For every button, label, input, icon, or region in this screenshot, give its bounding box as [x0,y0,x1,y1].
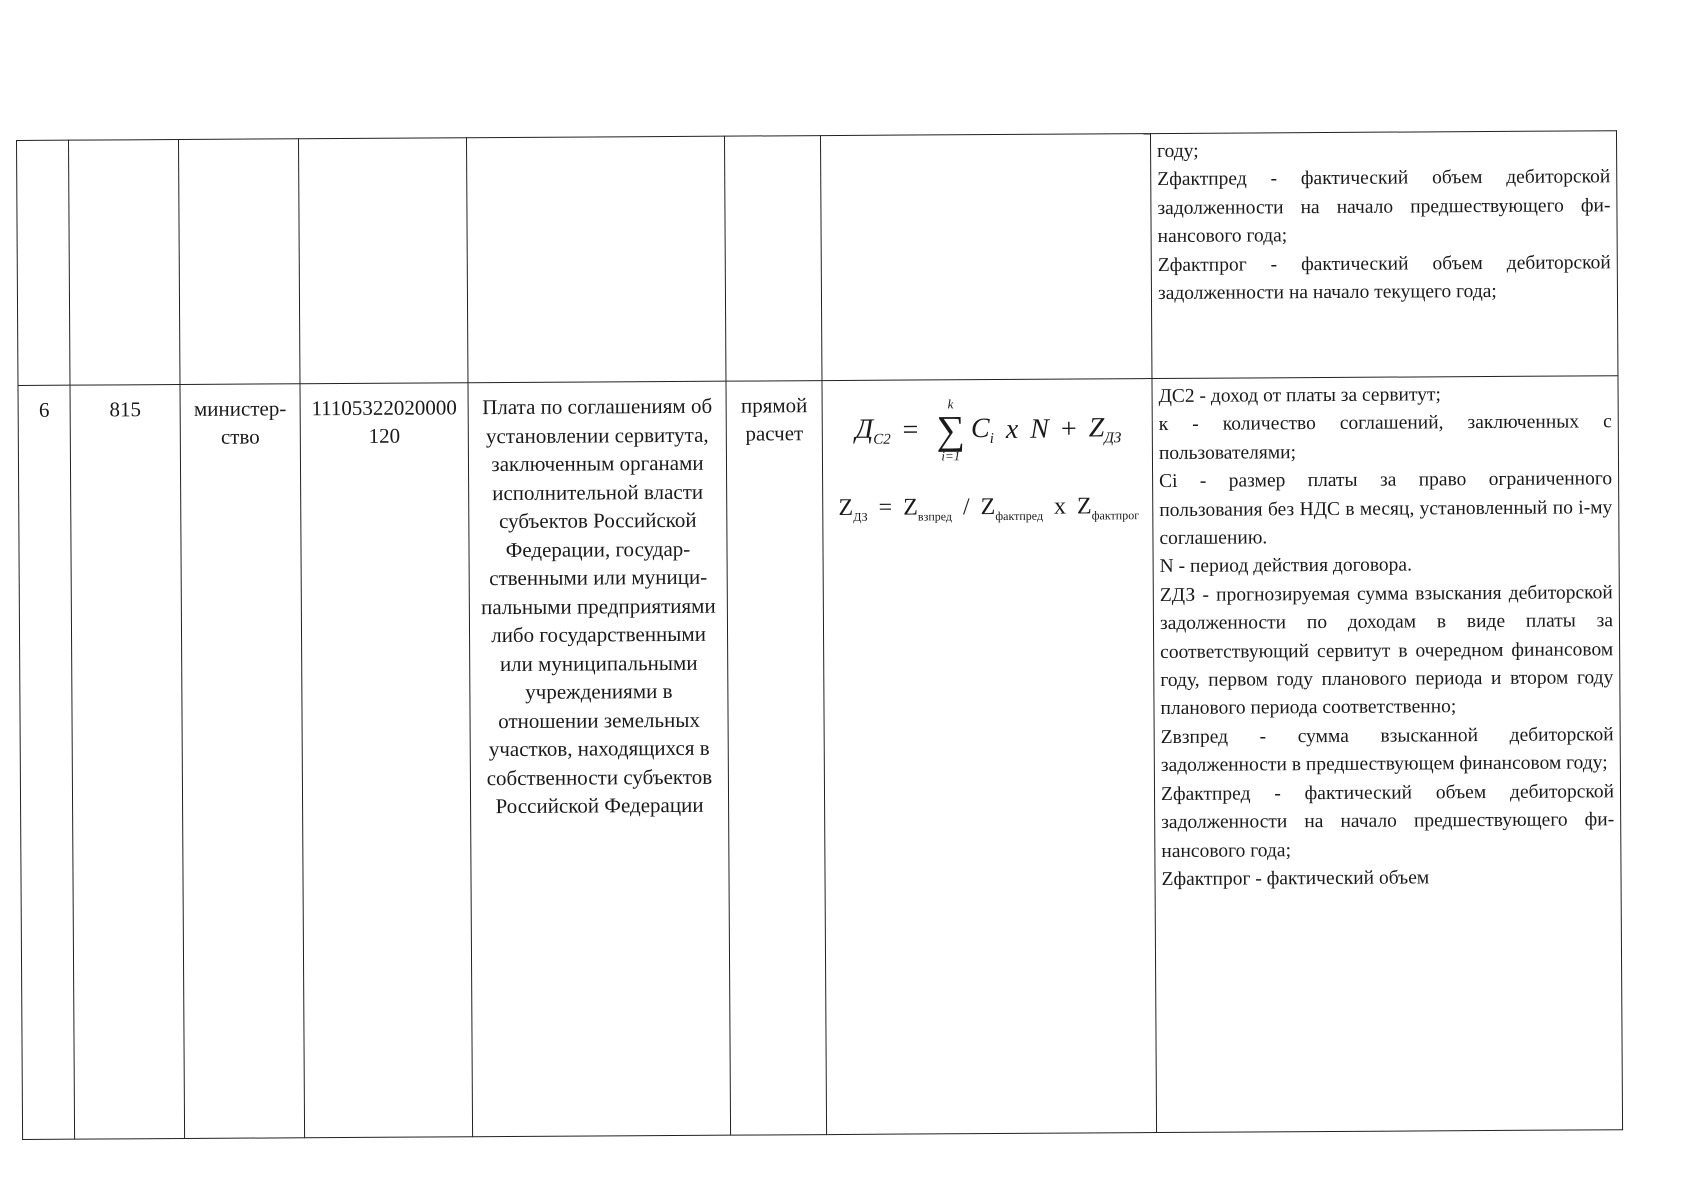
formula-lhs: $Д_{С2}$ [855,413,891,448]
formula-equals: = [902,414,919,446]
description-text: году; Zфактпред - фактический объем дебиторской задолженности на начало предшествующего финансового года; Zфактпрог - фактический объем дебиторской задолженности на начало текущего года; [1157,140,1611,305]
cell-number: 6 [18,385,75,1139]
cell-method: прямой расчет [726,381,827,1136]
table-row [17,131,1618,386]
cell-revenue-name: Плата по соглашениям об установлении сервитута, заключенным органами исполнительной власти субъектов Российской Федерации, государственными или муниципальными предприятиями либо государственными или муниципальными учреждениями в отношении земельных участков, находящихся в собственности субъектов Российской Федерации [468,381,731,1137]
cell-administrator [179,139,300,385]
formula-plus: + [1060,413,1077,445]
formula-multiply: x [1005,413,1019,445]
cell-formula [820,134,1151,381]
revenue-forecast-table [16,130,1623,1140]
formula-dc2 [829,387,1149,473]
table-row [18,376,1623,1140]
cell-admin-code: 815 [70,385,185,1140]
formula-term-n: N [1030,413,1050,445]
cell-admin-code [69,140,180,386]
cell-description [1150,131,1617,379]
cell-kbk: 11105322020000 120 [300,383,473,1138]
cell-kbk [298,138,467,384]
cell-description [1152,376,1623,1133]
cell-method [724,136,821,382]
cell-administrator: министерство [180,384,305,1139]
cell-revenue-name [466,136,725,383]
summation-sign: k ∑ i=1 [936,396,966,464]
formula-term-z: $Z_{ДЗ}$ [1088,411,1122,446]
cell-number [17,140,70,385]
scanned-page [16,130,1622,1140]
formula-block [822,379,1152,525]
cell-formula [822,379,1157,1135]
formula-zdz: $Z_{ДЗ} = Z_{взпред} / Z_{фактпред}$ x $Z_{фактпрог}$ [838,493,1140,524]
formula-term-c: $C_i$ [970,412,994,447]
description-text: ДС2 - доход от платы за сервитут; к - количество соглашений, заключенных с пользователями; Ci - размер платы за право ограниченного пользования без НДС в месяц, установленный по i-му соглашению. N - период действия договора. ZДЗ - прогнозируемая сумма взыскания дебиторской задолженности по доходам в виде платы за соответствующий сервитут в очередном финансовом году, первом году планового периода и втором году планового периода соответственно; Zвзпред - сумма взысканной дебиторской задолженности в предшествующем финансовом году; Zфактпред - фактический объем дебиторской задолженности на начало предшествующего финансового года; Zфактпрог - фактический объем [1158,384,1615,890]
